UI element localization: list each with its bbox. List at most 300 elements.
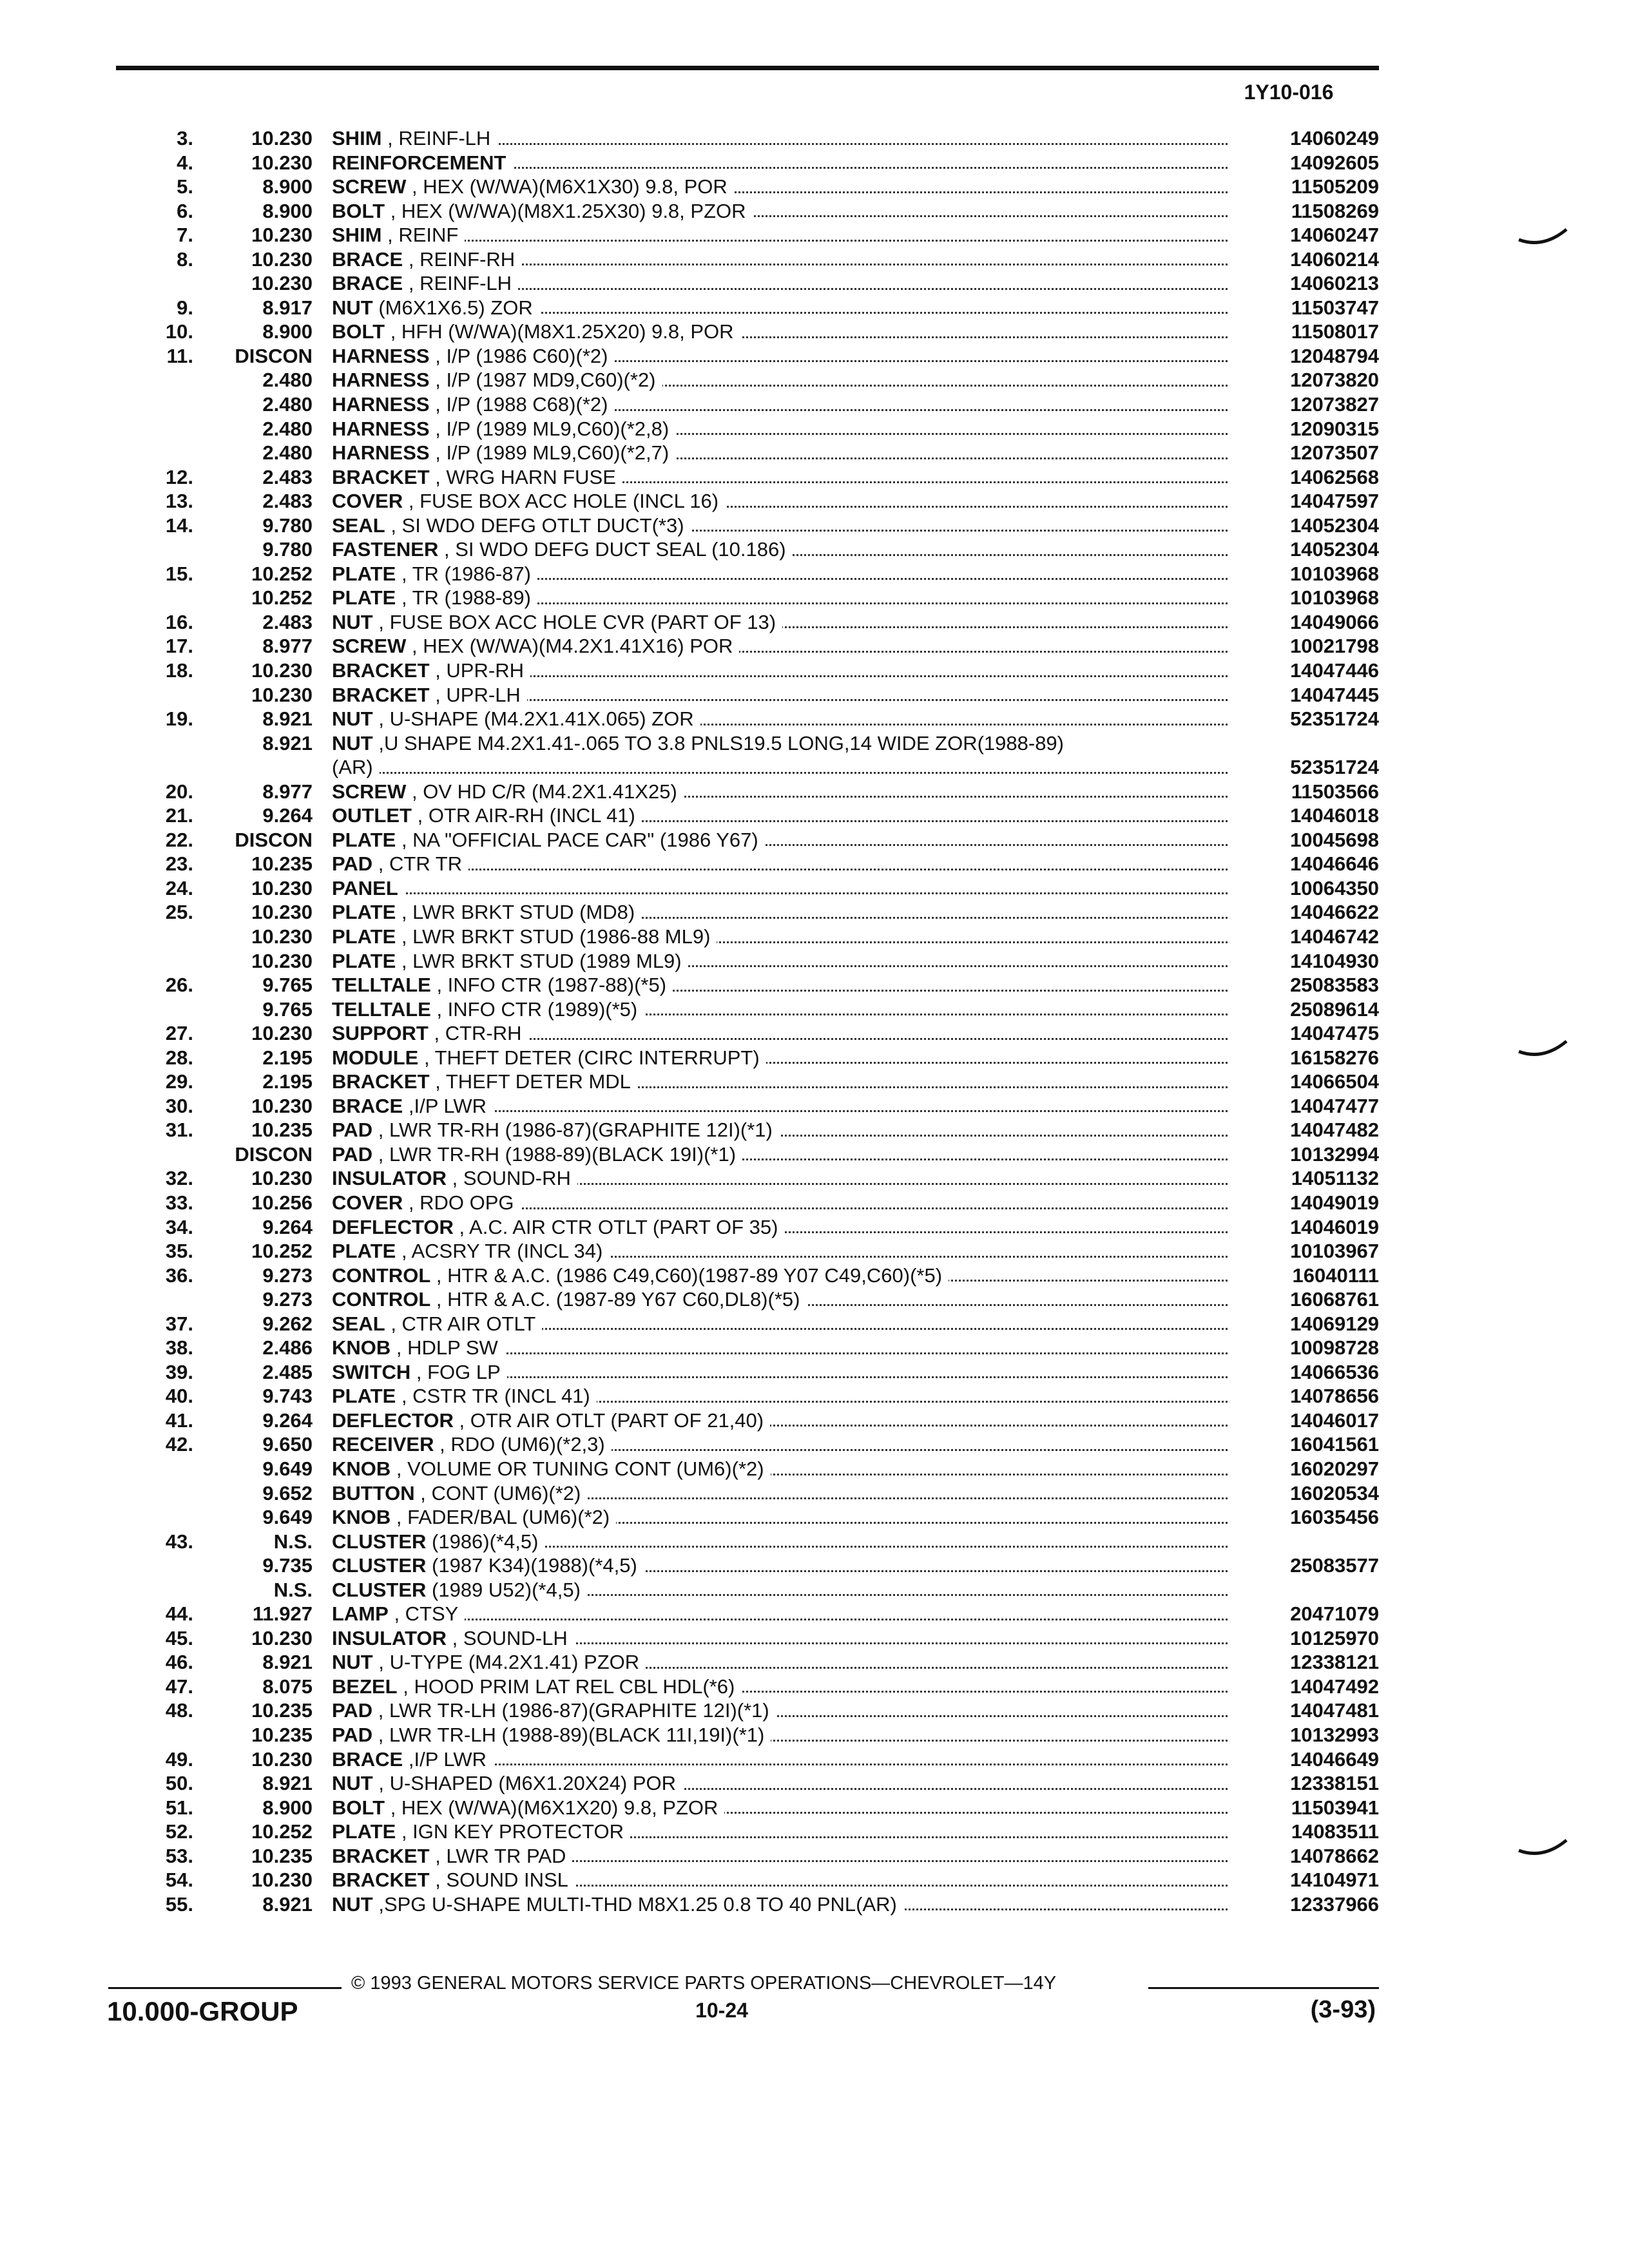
ref-number: 39. <box>165 1360 193 1383</box>
binder-mark-1 <box>1518 226 1569 251</box>
part-name: PLATE <box>332 1385 396 1408</box>
part-description <box>332 320 740 344</box>
part-detail: , I/P (1989 ML9,C60)(*2,7) <box>435 441 670 465</box>
table-row <box>0 1457 1629 1481</box>
group-number: 2.483 <box>262 610 313 633</box>
ref-number: 32. <box>165 1167 193 1190</box>
table-row <box>0 1602 1629 1626</box>
part-name: INSULATOR <box>332 1167 447 1190</box>
ref-number: 21. <box>165 804 193 827</box>
ref-number <box>129 1481 193 1506</box>
group-number: 8.900 <box>262 199 313 222</box>
ref-number: 40. <box>165 1385 193 1408</box>
part-number: 14051132 <box>1291 1167 1379 1190</box>
group-number: 9.650 <box>262 1433 313 1456</box>
part-detail: , TR (1988-89) <box>401 586 531 610</box>
part-detail: , VOLUME OR TUNING CONT (UM6)(*2) <box>396 1457 764 1480</box>
ref-number: 44. <box>165 1602 193 1626</box>
dot-leader <box>332 1619 1228 1620</box>
ref-number: 45. <box>165 1626 193 1649</box>
group-number: 8.921 <box>262 1772 313 1795</box>
part-number: 14047481 <box>1290 1699 1379 1722</box>
part-detail: , HDLP SW <box>396 1336 498 1360</box>
part-number: 20471079 <box>1290 1602 1379 1626</box>
part-description <box>332 1094 493 1119</box>
part-number: 14046017 <box>1290 1408 1379 1432</box>
part-description <box>332 1336 505 1360</box>
part-name: OUTLET <box>332 804 412 827</box>
group-number: 9.273 <box>262 1288 313 1311</box>
table-row <box>0 320 1629 344</box>
part-name: SHIM <box>332 224 382 247</box>
part-number: 14047477 <box>1290 1094 1379 1117</box>
part-description <box>332 1796 724 1820</box>
part-detail: , LWR BRKT STUD (1986-88 ML9) <box>401 925 711 948</box>
table-row <box>0 1360 1629 1385</box>
group-number: 2.486 <box>262 1336 313 1360</box>
ref-number: 14. <box>165 514 193 537</box>
part-name: HARNESS <box>332 369 430 392</box>
part-name: PLATE <box>332 562 396 585</box>
part-number: 16020534 <box>1290 1481 1379 1504</box>
part-name: NUT <box>332 1772 373 1795</box>
part-number: 14046019 <box>1290 1215 1379 1238</box>
part-description <box>332 1698 776 1723</box>
part-detail: , LWR TR-LH (1986-87)(GRAPHITE 12I)(*1) <box>378 1699 769 1722</box>
part-description <box>332 1166 577 1191</box>
ref-number <box>129 925 193 949</box>
part-description <box>332 562 537 586</box>
group-number: 9.649 <box>262 1457 313 1480</box>
part-detail: , LWR TR-RH (1988-89)(BLACK 19I)(*1) <box>378 1142 737 1166</box>
top-rule <box>116 66 1379 70</box>
part-number: 14060247 <box>1290 224 1379 247</box>
group-number: 10.252 <box>251 586 313 610</box>
part-number: 10132993 <box>1290 1724 1379 1746</box>
leader-dots <box>332 852 1247 876</box>
ref-number: 17. <box>165 635 193 658</box>
part-number: 12338121 <box>1290 1651 1379 1674</box>
part-name: CONTROL <box>332 1288 431 1311</box>
part-number: 16158276 <box>1290 1046 1379 1069</box>
part-name: NUT <box>332 610 373 633</box>
part-detail: , INFO CTR (1989)(*5) <box>436 997 638 1021</box>
part-name: PAD <box>332 1142 373 1166</box>
table-row <box>0 368 1629 392</box>
ref-number <box>129 271 193 296</box>
table-row <box>0 1698 1629 1723</box>
group-number: 10.230 <box>251 949 313 972</box>
part-name: PLATE <box>332 1820 396 1843</box>
ref-number: 20. <box>165 780 193 803</box>
table-row <box>0 1046 1629 1070</box>
part-name: BRACKET <box>332 465 430 488</box>
ref-number: 4. <box>177 151 193 174</box>
table-row <box>0 852 1629 876</box>
part-description <box>332 441 675 465</box>
part-number: 12073507 <box>1290 441 1379 465</box>
ref-number: 48. <box>165 1699 193 1722</box>
table-row <box>0 1239 1629 1264</box>
group-number: 9.649 <box>262 1506 313 1529</box>
ref-number: 6. <box>177 199 193 222</box>
table-row <box>0 1264 1629 1288</box>
ref-number: 9. <box>177 296 193 319</box>
part-detail: , I/P (1989 ML9,C60)(*2,8) <box>435 417 670 440</box>
part-description <box>332 683 527 707</box>
part-name: BRACE <box>332 272 403 295</box>
part-detail: , RDO (UM6)(*2,3) <box>439 1433 605 1456</box>
page-code: 1Y10-016 <box>1244 81 1334 104</box>
part-name: KNOB <box>332 1336 391 1360</box>
part-description <box>332 1408 770 1433</box>
table-row <box>0 489 1629 514</box>
part-detail: , HOOD PRIM LAT REL CBL HDL(*6) <box>403 1675 735 1698</box>
part-name: BOLT <box>332 320 385 343</box>
part-name: CLUSTER <box>332 1530 427 1553</box>
part-number: 14052304 <box>1290 538 1379 561</box>
part-name: BRACE <box>332 1747 403 1771</box>
part-detail: , CONT (UM6)(*2) <box>420 1481 581 1504</box>
part-name: BOLT <box>332 1796 385 1819</box>
group-number: 9.264 <box>262 1215 313 1238</box>
part-detail: , TR (1986-87) <box>401 562 531 585</box>
part-number: 11503941 <box>1291 1796 1379 1819</box>
part-number: 14104971 <box>1290 1869 1379 1892</box>
group-number: 2.480 <box>262 417 313 440</box>
table-row <box>0 1070 1629 1094</box>
part-description <box>332 1312 542 1336</box>
table-row <box>0 683 1629 707</box>
part-description <box>332 1021 528 1046</box>
table-row <box>0 586 1629 610</box>
ref-number: 10. <box>165 320 193 343</box>
group-number: 2.480 <box>262 369 313 392</box>
ref-number: 33. <box>165 1191 193 1214</box>
part-detail: ,U SHAPE M4.2X1.41-.065 TO 3.8 PNLS19.5 LONG,14 WIDE ZOR(1988-89) <box>378 731 1065 754</box>
part-number: 14047492 <box>1290 1675 1379 1698</box>
ref-number: 11. <box>166 344 193 367</box>
part-name: CLUSTER <box>332 1554 427 1577</box>
ref-number <box>129 368 193 392</box>
part-detail: ,I/P LWR <box>408 1094 487 1117</box>
dot-leader <box>332 240 1228 242</box>
part-detail: , INFO CTR (1987-88)(*5) <box>436 974 667 997</box>
table-row <box>0 1505 1629 1530</box>
part-name: BRACE <box>332 247 403 271</box>
ref-number: 43. <box>165 1530 193 1553</box>
part-number: 10064350 <box>1290 876 1379 899</box>
ref-number <box>129 417 193 441</box>
part-detail: , CTR TR <box>378 852 463 876</box>
part-description <box>332 1578 587 1602</box>
part-number <box>1247 1578 1379 1602</box>
part-description <box>332 658 530 683</box>
ref-number: 22. <box>165 828 193 851</box>
part-detail: , SI WDO DEFG DUCT SEAL (10.186) <box>443 538 786 561</box>
part-detail: , HFH (W/WA)(M8X1.25X20) 9.8, POR <box>390 320 734 343</box>
group-number: 9.780 <box>262 538 313 561</box>
ref-number <box>129 441 193 465</box>
part-name: PLATE <box>332 949 396 972</box>
part-name: TELLTALE <box>332 974 431 997</box>
part-number: 16068761 <box>1290 1288 1379 1311</box>
part-name: COVER <box>332 490 403 513</box>
table-row <box>0 1432 1629 1457</box>
table-row <box>0 296 1629 320</box>
group-number: 2.195 <box>262 1070 313 1093</box>
part-number <box>1247 1530 1379 1554</box>
part-description <box>332 126 497 151</box>
table-row <box>0 126 1629 151</box>
ref-number: 3. <box>177 127 193 149</box>
part-name: NUT <box>332 707 373 731</box>
part-name: KNOB <box>332 1506 391 1529</box>
part-detail: , REINF-RH <box>408 247 516 271</box>
part-name: BRACE <box>332 1094 403 1117</box>
part-number: 14046742 <box>1290 925 1379 948</box>
part-description <box>332 1264 949 1288</box>
part-description <box>332 296 539 320</box>
group-number: 10.230 <box>251 1869 313 1892</box>
group-number: 9.273 <box>262 1264 313 1287</box>
ref-number: 8. <box>177 247 193 271</box>
part-description <box>332 1626 574 1651</box>
table-row <box>0 900 1629 925</box>
table-row <box>0 1408 1629 1433</box>
group-number: 8.921 <box>262 1892 313 1916</box>
part-description <box>332 1070 637 1094</box>
table-row <box>0 344 1629 369</box>
part-description <box>332 1771 682 1796</box>
part-description <box>332 1384 597 1408</box>
part-number: 16040111 <box>1292 1264 1379 1287</box>
part-detail: , FADER/BAL (UM6)(*2) <box>396 1506 610 1529</box>
group-number: 10.235 <box>251 852 313 876</box>
part-detail: , UPR-RH <box>435 659 524 682</box>
part-number: 14104930 <box>1290 949 1379 972</box>
part-detail: , HEX (W/WA)(M4.2X1.41X16) POR <box>412 635 733 658</box>
part-name: NUT <box>332 296 373 319</box>
table-row <box>0 1384 1629 1408</box>
part-number: 14046622 <box>1290 901 1379 924</box>
part-name: REINFORCEMENT <box>332 151 506 174</box>
part-description <box>332 1360 507 1385</box>
table-row <box>0 634 1629 658</box>
part-number: 14047597 <box>1290 490 1379 513</box>
part-number: 12090315 <box>1290 417 1379 440</box>
ref-number <box>129 1142 193 1167</box>
ref-number: 36. <box>165 1264 193 1287</box>
part-detail: , OTR AIR OTLT (PART OF 21,40) <box>459 1408 764 1432</box>
ref-number <box>129 1505 193 1530</box>
part-name: TELLTALE <box>332 997 431 1021</box>
part-detail: , HTR & A.C. (1986 C49,C60)(1987-89 Y07 C49,C60)(*5) <box>436 1264 943 1287</box>
part-description <box>332 1457 771 1481</box>
part-number: 16035456 <box>1290 1506 1379 1529</box>
table-row <box>0 247 1629 272</box>
group-number: 10.230 <box>251 224 313 247</box>
table-row <box>0 1868 1629 1892</box>
part-description <box>332 368 662 392</box>
part-number: 14078656 <box>1290 1385 1379 1408</box>
table-row <box>0 997 1629 1022</box>
table-row <box>0 1820 1629 1844</box>
part-name: FASTENER <box>332 538 439 561</box>
part-number: 14049019 <box>1290 1191 1379 1214</box>
ref-number: 15. <box>165 562 193 585</box>
part-description <box>332 610 782 635</box>
part-description <box>332 1287 806 1312</box>
group-number: 11.927 <box>252 1602 313 1626</box>
group-number: 10.230 <box>251 247 313 271</box>
part-number: 11508017 <box>1291 320 1379 343</box>
table-row <box>0 1191 1629 1215</box>
table-row <box>0 271 1629 296</box>
ref-number <box>129 586 193 610</box>
part-detail: , CTR AIR OTLT <box>390 1312 536 1335</box>
part-detail: , CTSY <box>394 1602 459 1626</box>
part-name: SCREW <box>332 635 407 658</box>
table-row <box>0 1287 1629 1312</box>
table-row <box>0 973 1629 997</box>
ref-number: 27. <box>165 1022 193 1045</box>
part-name: PLATE <box>332 925 396 948</box>
part-description <box>332 1602 465 1626</box>
part-description <box>332 1215 784 1240</box>
group-number: DISCON <box>235 1142 313 1166</box>
part-number: 11505209 <box>1291 175 1379 198</box>
group-number: 8.921 <box>262 731 313 754</box>
table-row <box>0 1796 1629 1820</box>
table-row <box>0 175 1629 199</box>
part-number: 14049066 <box>1290 610 1379 633</box>
group-number: 8.977 <box>262 780 313 803</box>
part-detail: , HEX (W/WA)(M8X1.25X30) 9.8, PZOR <box>390 199 746 222</box>
part-name: HARNESS <box>332 344 430 367</box>
part-detail: , OTR AIR-RH (INCL 41) <box>417 804 635 827</box>
part-name: SCREW <box>332 780 407 803</box>
table-row <box>0 1675 1629 1699</box>
part-detail: , THEFT DETER (CIRC INTERRUPT) <box>423 1046 760 1069</box>
ref-number <box>129 537 193 562</box>
part-number: 10103968 <box>1290 562 1379 585</box>
ref-number: 52. <box>165 1820 193 1843</box>
part-description <box>332 1868 575 1892</box>
ref-number: 49. <box>165 1747 193 1771</box>
part-description <box>332 489 725 514</box>
table-row <box>0 1844 1629 1869</box>
part-description <box>332 949 688 974</box>
part-name: MODULE <box>332 1046 419 1069</box>
part-detail: , LWR TR-LH (1988-89)(BLACK 11I,19I)(*1) <box>378 1724 765 1746</box>
part-name: BRACKET <box>332 659 430 682</box>
part-description <box>332 997 644 1022</box>
table-row <box>0 199 1629 224</box>
part-name: NUT <box>332 731 373 754</box>
part-number: 10125970 <box>1290 1626 1379 1649</box>
part-detail: , LWR TR PAD <box>435 1844 566 1867</box>
part-description <box>332 271 518 296</box>
dot-leader <box>332 892 1228 894</box>
group-number: 9.264 <box>262 1408 313 1432</box>
part-description <box>332 707 700 731</box>
group-number: 10.252 <box>251 1240 313 1263</box>
part-description <box>332 151 512 175</box>
part-number: 11503566 <box>1291 780 1379 803</box>
table-row <box>0 537 1629 562</box>
part-detail: (1987 K34)(1988)(*4,5) <box>432 1554 637 1577</box>
part-number: 14060213 <box>1290 272 1379 295</box>
footer-rule-right <box>1148 1987 1379 1989</box>
part-name: SWITCH <box>332 1360 411 1383</box>
part-description <box>332 1432 612 1457</box>
group-number: N.S. <box>273 1530 313 1553</box>
part-detail: , UPR-LH <box>435 683 521 706</box>
group-number: 2.480 <box>262 441 313 465</box>
ref-number: 26. <box>165 974 193 997</box>
part-detail: , HTR & A.C. (1987-89 Y67 C60,DL8)(*5) <box>436 1288 800 1311</box>
part-number: 14046018 <box>1290 804 1379 827</box>
table-row <box>0 925 1629 949</box>
part-detail: , CTR-RH <box>434 1022 522 1045</box>
part-detail: , WRG HARN FUSE <box>435 465 616 488</box>
part-number: 14047475 <box>1290 1022 1379 1045</box>
part-number: 14083511 <box>1291 1820 1379 1843</box>
part-detail: , SI WDO DEFG OTLT DUCT(*3) <box>390 514 684 537</box>
part-number: 14066504 <box>1290 1070 1379 1093</box>
table-row <box>0 707 1629 731</box>
parts-list <box>0 126 1629 1916</box>
ref-number: 19. <box>165 707 193 731</box>
group-number: 8.900 <box>262 1796 313 1819</box>
part-number: 14078662 <box>1290 1844 1379 1867</box>
part-description <box>332 803 642 828</box>
ref-number: 55. <box>165 1892 193 1916</box>
part-name: DEFLECTOR <box>332 1408 454 1432</box>
ref-number: 18. <box>165 659 193 682</box>
part-number: 14060249 <box>1290 127 1379 149</box>
part-name: PAD <box>332 852 373 876</box>
group-number: 10.230 <box>251 1626 313 1649</box>
group-number: 8.075 <box>262 1675 313 1698</box>
part-description <box>332 876 405 901</box>
part-name: PLATE <box>332 1240 396 1263</box>
part-description <box>332 1747 493 1772</box>
group-number: 8.917 <box>262 296 313 319</box>
table-row <box>0 465 1629 490</box>
part-description <box>332 852 468 876</box>
ref-number: 38. <box>165 1336 193 1360</box>
table-row <box>0 562 1629 586</box>
part-detail: , REINF-LH <box>408 272 512 295</box>
ref-number <box>129 949 193 974</box>
group-number: 10.235 <box>251 1844 313 1867</box>
part-description <box>332 1723 771 1747</box>
footer-date: (3-93) <box>1310 1996 1376 2023</box>
group-number: 8.977 <box>262 635 313 658</box>
part-description <box>332 199 753 224</box>
part-description <box>332 1892 903 1917</box>
group-number: 9.780 <box>262 514 313 537</box>
ref-number: 54. <box>165 1869 193 1892</box>
part-description <box>332 828 765 852</box>
part-number: 16020297 <box>1290 1457 1379 1480</box>
leader-dots <box>332 755 1247 780</box>
part-description <box>332 1820 630 1844</box>
group-number: DISCON <box>235 828 313 851</box>
leader-dots <box>332 223 1247 247</box>
